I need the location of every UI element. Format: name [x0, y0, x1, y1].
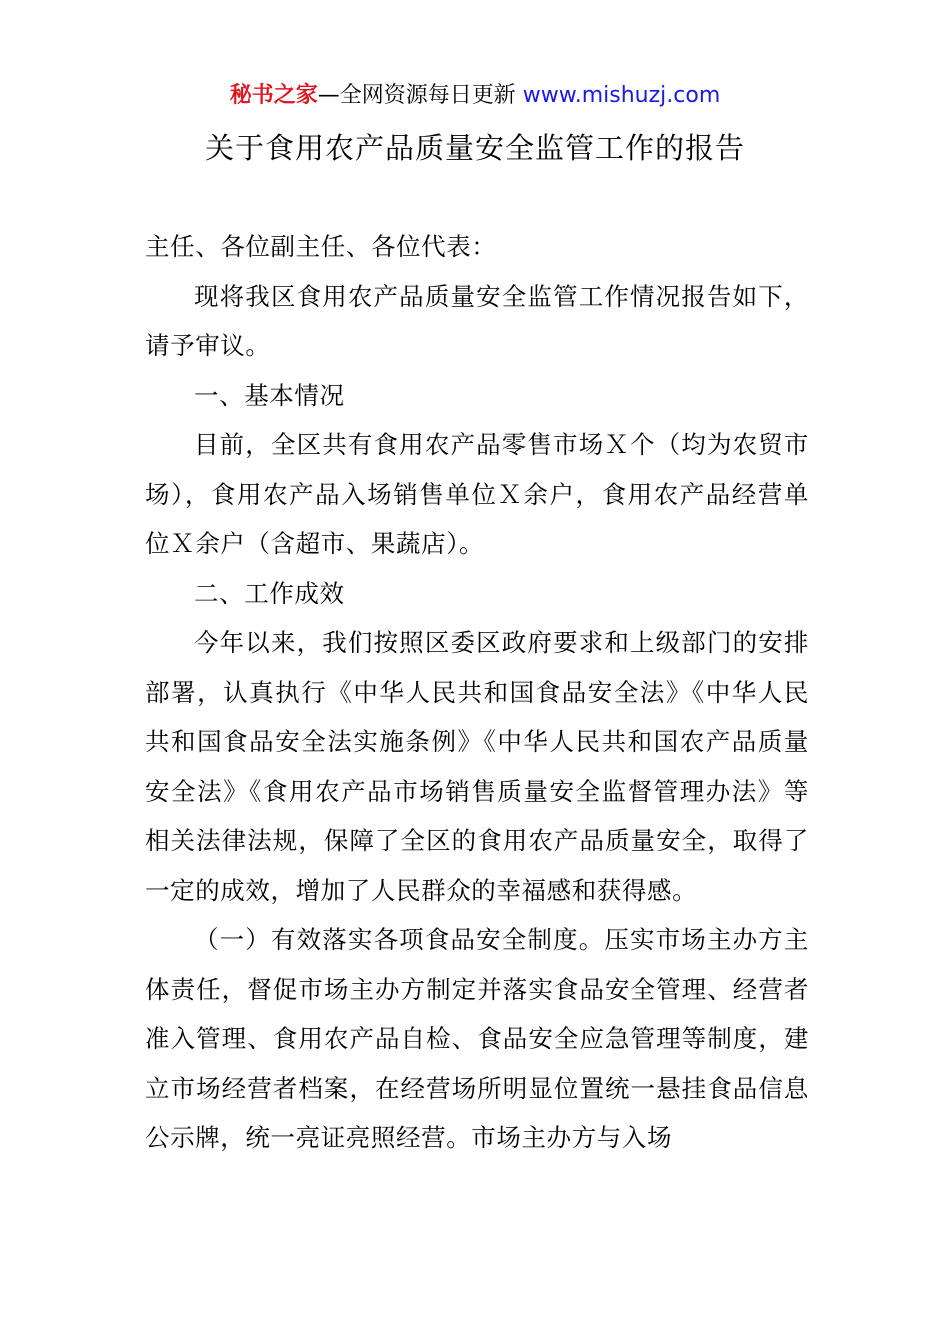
- paragraph-results: 今年以来，我们按照区委区政府要求和上级部门的安排部署，认真执行《中华人民共和国食品安全法》《中华人民共和国食品安全法实施条例》《中华人民共和国农产品质量安全法》《食用农产品市场销售质量安全监督管理办法》等相关法律法规，保障了全区的食用农产品质量安全，取得了一定的成效，增加了人民群众的幸福感和获得感。: [145, 628, 809, 905]
- header-tagline: —全网资源每日更新: [317, 83, 516, 108]
- site-url-link[interactable]: www.mishuzj.com: [522, 83, 721, 108]
- section-heading-results: 二、工作成效: [194, 578, 345, 608]
- brand-name: 秘书之家: [229, 83, 318, 108]
- paragraph-basic-situation: 目前，全区共有食用农产品零售市场Ｘ个（均为农贸市场），食用农产品入场销售单位Ｘ余户，食用农产品经营单位Ｘ余户（含超市、果蔬店）。: [145, 430, 809, 558]
- salutation: 主任、各位副主任、各位代表：: [145, 232, 497, 261]
- section-heading-basic: 一、基本情况: [194, 380, 345, 410]
- site-header: [0, 80, 950, 112]
- document-body: [145, 222, 809, 1163]
- paragraph-intro: 现将我区食用农产品质量安全监管工作情况报告如下，请予审议。: [145, 281, 809, 360]
- paragraph-subsection-1: （一）有效落实各项食品安全制度。压实市场主办方主体责任，督促市场主办方制定并落实食品安全管理、经营者准入管理、食用农产品自检、食品安全应急管理等制度，建立市场经营者档案，在经营场所明显位置统一悬挂食品信息公示牌，统一亮证亮照经营。市场主办方与入场: [145, 925, 809, 1152]
- document-title: 关于食用农产品质量安全监管工作的报告: [204, 131, 745, 165]
